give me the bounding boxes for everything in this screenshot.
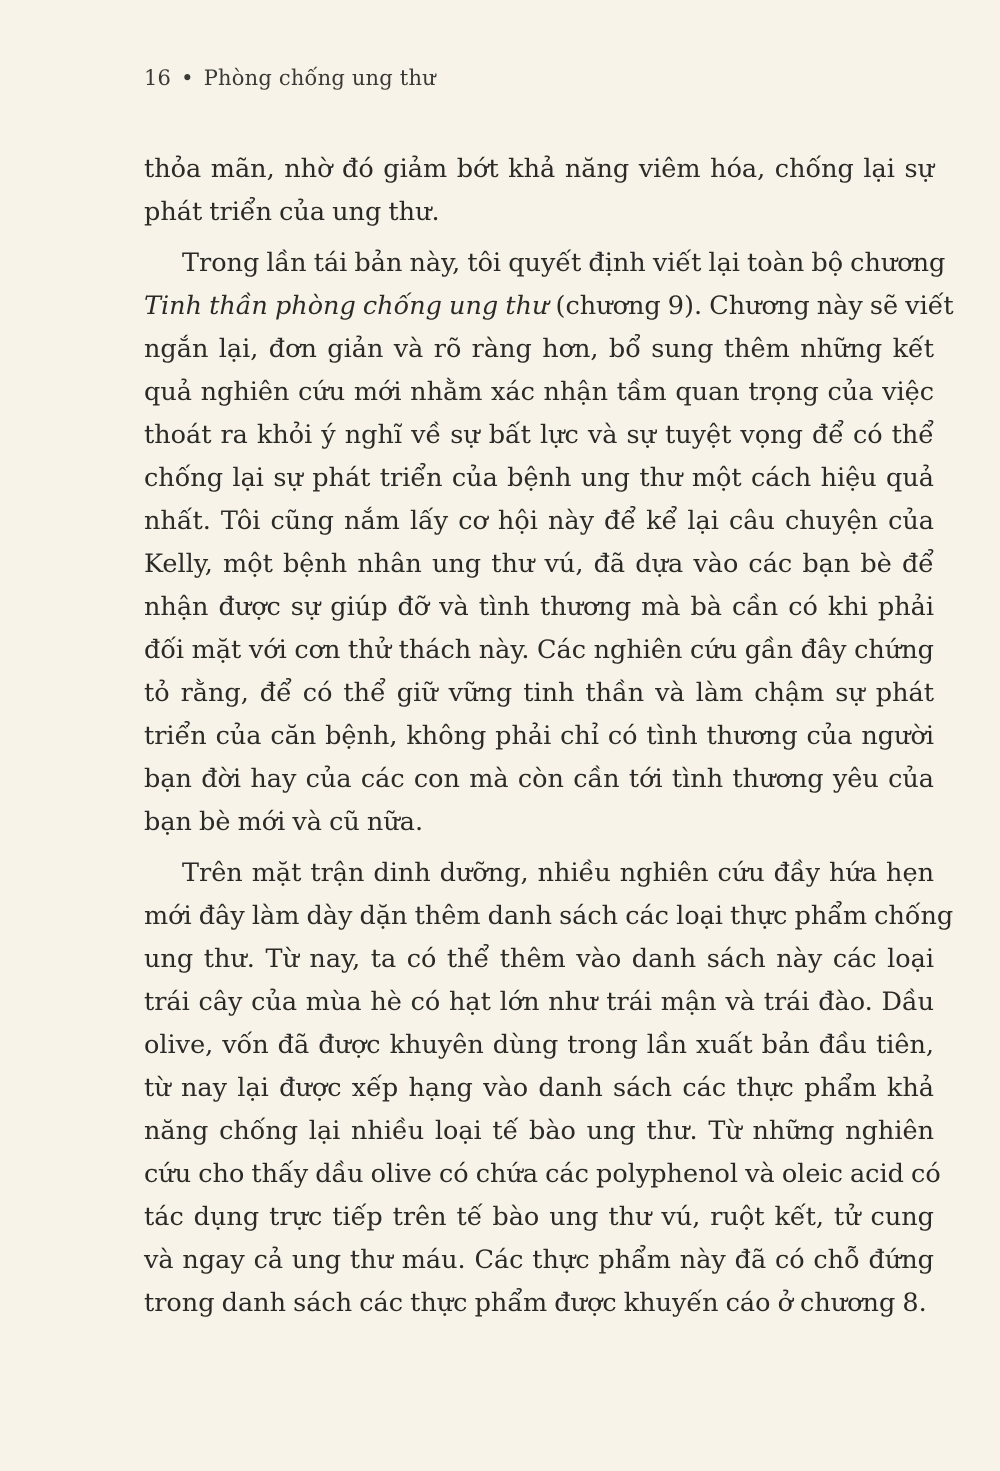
text-line: bạn bè mới và cũ nữa.	[144, 807, 424, 837]
text-line: thoát ra khỏi ý nghĩ về sự bất lực và sự tuyệt vọng để có thể	[144, 420, 934, 450]
text-line: Trên mặt trận dinh dưỡng, nhiều nghiên cứu đầy hứa hẹn	[182, 858, 934, 888]
text-line: tác dụng trực tiếp trên tế bào ung thư vú, ruột kết, tử cung	[144, 1202, 934, 1232]
text-line: đối mặt với cơn thử thách này. Các nghiên cứu gần đây chứng	[144, 635, 934, 665]
text-line: cứu cho thấy dầu olive có chứa các polyphenol và oleic acid có	[144, 1159, 941, 1189]
chapter-title-italic: Tinh thần phòng chống ung thư	[144, 291, 549, 321]
text-line: bạn đời hay của các con mà còn cần tới tình thương yêu của	[144, 764, 934, 794]
header-separator: •	[181, 66, 194, 90]
text-line: ngắn lại, đơn giản và rõ ràng hơn, bổ sung thêm những kết	[144, 334, 934, 364]
text-line: Kelly, một bệnh nhân ung thư vú, đã dựa vào các bạn bè để	[144, 549, 934, 579]
text-line-with-title	[144, 285, 954, 328]
text-line: tỏ rằng, để có thể giữ vững tinh thần và làm chậm sự phát	[144, 678, 934, 708]
text-line: Trong lần tái bản này, tôi quyết định viết lại toàn bộ chương	[182, 248, 946, 278]
paragraph-3	[144, 852, 954, 1325]
text-line: mới đây làm dày dặn thêm danh sách các loại thực phẩm chống	[144, 901, 954, 931]
text-line: olive, vốn đã được khuyên dùng trong lần xuất bản đầu tiên,	[144, 1030, 934, 1060]
text-line: từ nay lại được xếp hạng vào danh sách các thực phẩm khả	[144, 1073, 934, 1103]
body-text	[144, 148, 954, 1325]
running-header	[144, 66, 436, 90]
text-line-rest: (chương 9). Chương này sẽ viết	[555, 291, 954, 321]
text-line: triển của căn bệnh, không phải chỉ có tình thương của người	[144, 721, 934, 751]
text-line: trong danh sách các thực phẩm được khuyến cáo ở chương 8.	[144, 1288, 927, 1318]
text-line: thỏa mãn, nhờ đó giảm bớt khả năng viêm hóa, chống lại sự	[144, 154, 934, 184]
text-line: nhất. Tôi cũng nắm lấy cơ hội này để kể lại câu chuyện của	[144, 506, 934, 536]
text-line: và ngay cả ung thư máu. Các thực phẩm này đã có chỗ đứng	[144, 1245, 934, 1275]
text-line: năng chống lại nhiều loại tế bào ung thư. Từ những nghiên	[144, 1116, 934, 1146]
paragraph-2	[144, 242, 954, 844]
text-line: phát triển của ung thư.	[144, 197, 440, 227]
text-line: quả nghiên cứu mới nhằm xác nhận tầm quan trọng của việc	[144, 377, 934, 407]
page-number: 16	[144, 66, 172, 90]
paragraph-1	[144, 148, 934, 234]
text-line: ung thư. Từ nay, ta có thể thêm vào danh sách này các loại	[144, 944, 934, 974]
text-line: trái cây của mùa hè có hạt lớn như trái mận và trái đào. Dầu	[144, 987, 934, 1017]
text-line: chống lại sự phát triển của bệnh ung thư một cách hiệu quả	[144, 463, 934, 493]
text-line: nhận được sự giúp đỡ và tình thương mà bà cần có khi phải	[144, 592, 934, 622]
book-title: Phòng chống ung thư	[203, 66, 436, 90]
